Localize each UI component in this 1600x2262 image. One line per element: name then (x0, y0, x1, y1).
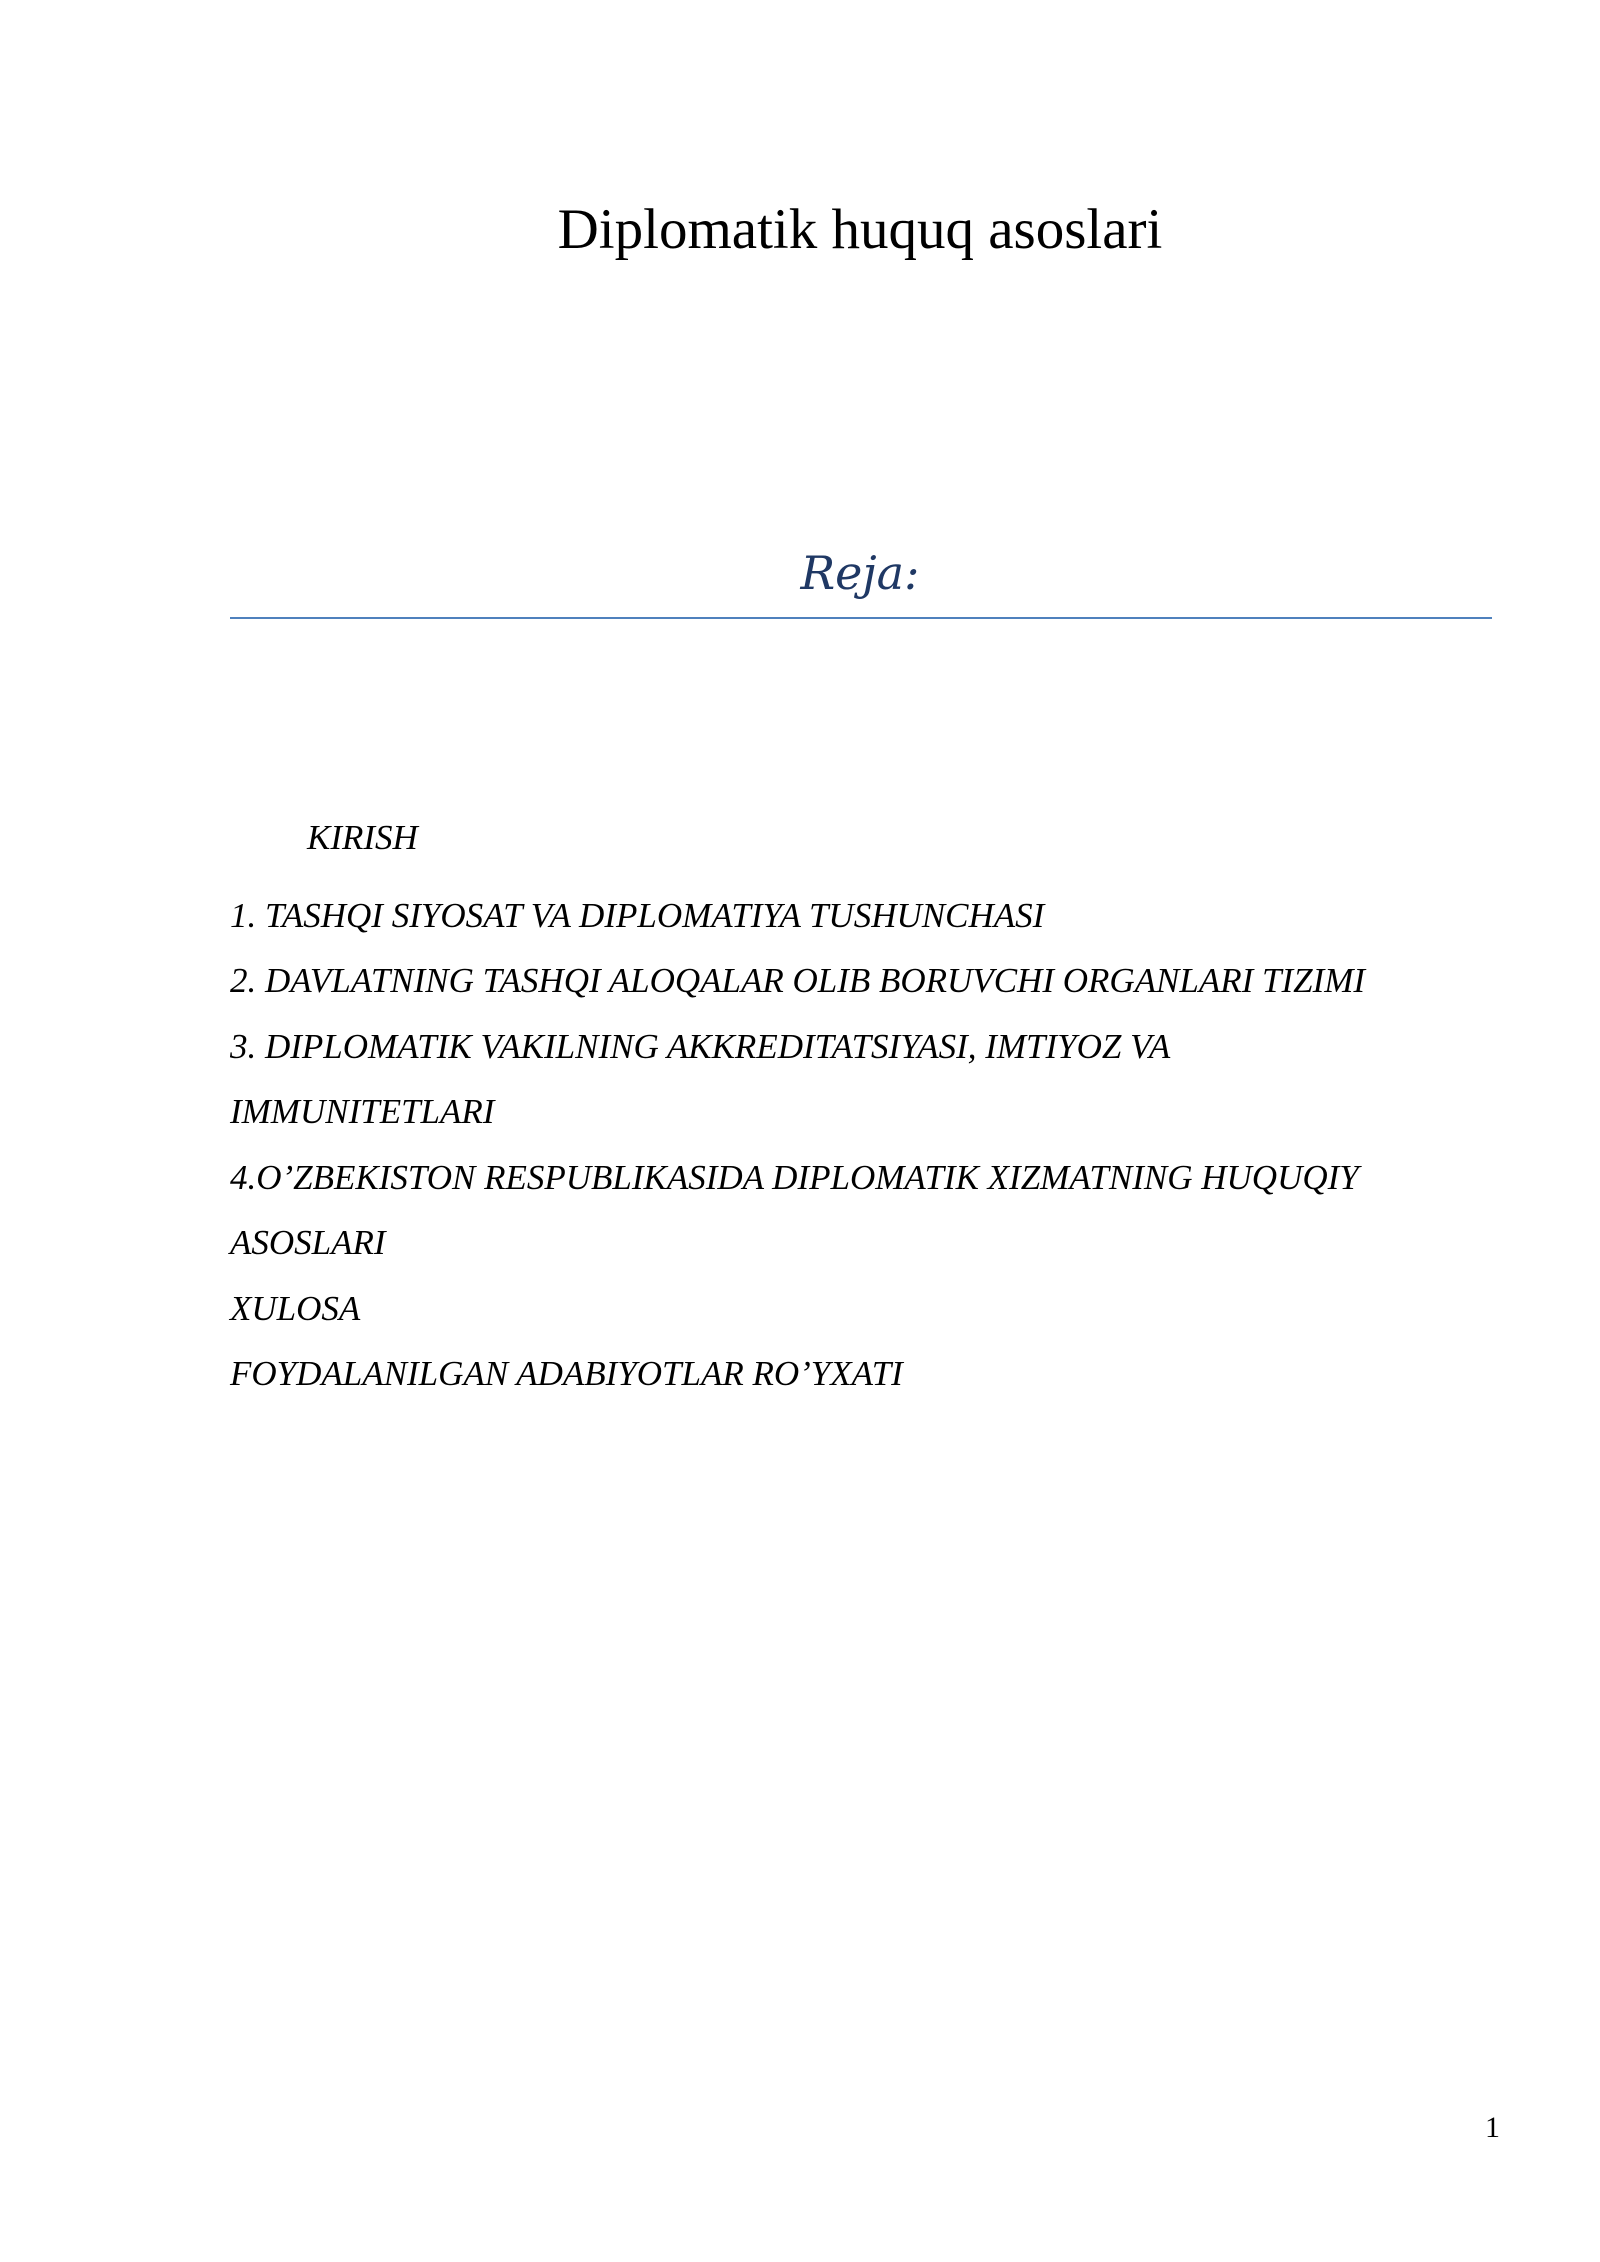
heading-underline (230, 617, 1492, 619)
plan-heading: Reja: (800, 546, 920, 600)
plan-item-3-line-2: IMMUNITETLARI (230, 1092, 495, 1131)
document-title: Diplomatik huquq asoslari (557, 198, 1163, 261)
plan-list (230, 805, 1500, 1407)
plan-item-2: 2. DAVLATNING TASHQI ALOQALAR OLIB BORUVCHI ORGANLARI TIZIMI (230, 961, 1366, 1000)
plan-item-4-line-2: ASOSLARI (230, 1223, 386, 1262)
plan-item-4-line-1: 4.O’ZBEKISTON RESPUBLIKASIDA DIPLOMATIK XIZMATNING HUQUQIY (230, 1157, 1359, 1197)
plan-item-conclusion: XULOSA (230, 1288, 361, 1328)
page-number: 1 (1485, 2111, 1500, 2144)
plan-item-1: 1. TASHQI SIYOSAT VA DIPLOMATIYA TUSHUNCHASI (230, 895, 1045, 935)
plan-item-introduction: KIRISH (307, 818, 418, 857)
plan-item-3-line-1: 3. DIPLOMATIK VAKILNING AKKREDITATSIYASI, IMTIYOZ VA (230, 1026, 1171, 1066)
plan-item-references: FOYDALANILGAN ADABIYOTLAR RO’YXATI (230, 1354, 903, 1393)
